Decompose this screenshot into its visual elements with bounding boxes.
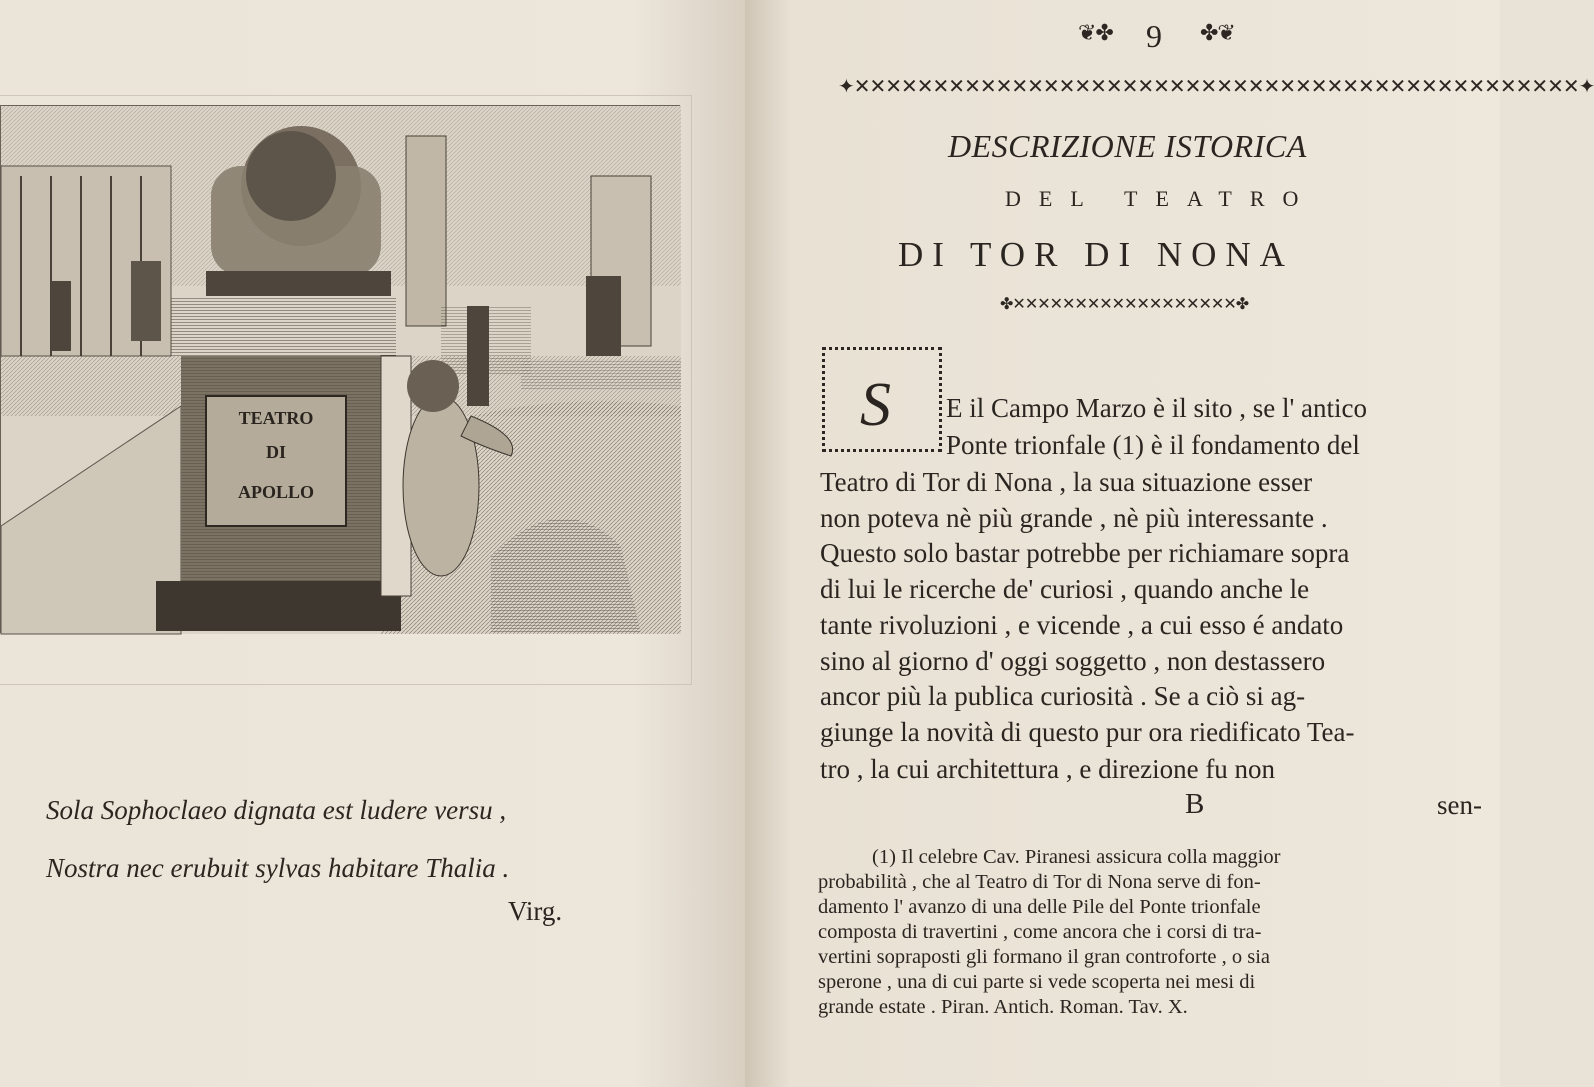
heading: DI TOR DI NONA [898, 235, 1294, 274]
footnote-line: (1) Il celebre Cav. Piranesi assicura colla maggior [872, 846, 1281, 868]
signature-mark: B [1185, 788, 1205, 820]
headpiece-ornament-icon: ❦✤ [1078, 20, 1113, 45]
subtitle: DEL TEATRO [1005, 186, 1317, 211]
border-ornament-icon: ✦✕✕✕✕✕✕✕✕✕✕✕✕✕✕✕✕✕✕✕✕✕✕✕✕✕✕✕✕✕✕✕✕✕✕✕✕✕✕✕✕✕✕✕✕✕✕✦ [838, 76, 1594, 98]
footnote-line: vertini sopraposti gli formano il gran controforte , o sia [818, 946, 1271, 968]
body-line: Teatro di Tor di Nona , la sua situazione esser [820, 467, 1313, 497]
body-line: ancor più la publica curiosità . Se a ciò si ag- [820, 681, 1306, 711]
body-line: E il Campo Marzo è il sito , se l' antico [946, 393, 1368, 423]
inscription-line: APOLLO [237, 482, 315, 502]
footnote-line: probabilità , che al Teatro di Tor di Nona serve di fon- [818, 871, 1261, 893]
engraving-illustration [0, 105, 680, 633]
footnote-line: sperone , una di cui parte si vede scoperta nei mesi di [818, 971, 1256, 993]
left-page [0, 0, 745, 1087]
divider-ornament-icon: ✤✕✕✕✕✕✕✕✕✕✕✕✕✕✕✕✕✕✕✤ [1000, 296, 1249, 313]
verse-line: Sola Sophoclaeo dignata est ludere versu , [46, 795, 507, 825]
verse-attribution: Virg. [508, 896, 563, 926]
headpiece-ornament-icon: ✤❦ [1200, 20, 1235, 45]
footnote-line: grande estate . Piran. Antich. Roman. Tav. X. [818, 996, 1188, 1018]
inscription-line: TEATRO [238, 408, 314, 428]
footnote-line: composta di travertini , come ancora che i corsi di tra- [818, 921, 1262, 943]
body-line: Ponte trionfale (1) è il fondamento del [946, 430, 1360, 460]
page-number: 9 [1146, 18, 1162, 54]
body-line: sino al giorno d' oggi soggetto , non destassero [820, 646, 1326, 676]
body-line: giunge la novità di questo pur ora riedificato Tea- [820, 717, 1355, 747]
verse-line: Nostra nec erubuit sylvas habitare Thalia . [46, 853, 510, 883]
body-line: di lui le ricerche de' curiosi , quando anche le [820, 574, 1310, 604]
body-line: Questo solo bastar potrebbe per richiamare sopra [820, 538, 1350, 568]
inscription-line: DI [265, 442, 287, 462]
title: DESCRIZIONE ISTORICA [948, 128, 1307, 164]
catchword: sen- [1437, 790, 1482, 820]
drop-cap: S [860, 371, 891, 439]
footnote-line: damento l' avanzo di una delle Pile del Ponte trionfale [818, 896, 1261, 918]
body-line: tante rivoluzioni , e vicende , a cui esso é andato [820, 610, 1344, 640]
body-line: non poteva nè più grande , nè più interessante . [820, 503, 1328, 533]
body-line: tro , la cui architettura , e direzione fu non [820, 754, 1276, 784]
